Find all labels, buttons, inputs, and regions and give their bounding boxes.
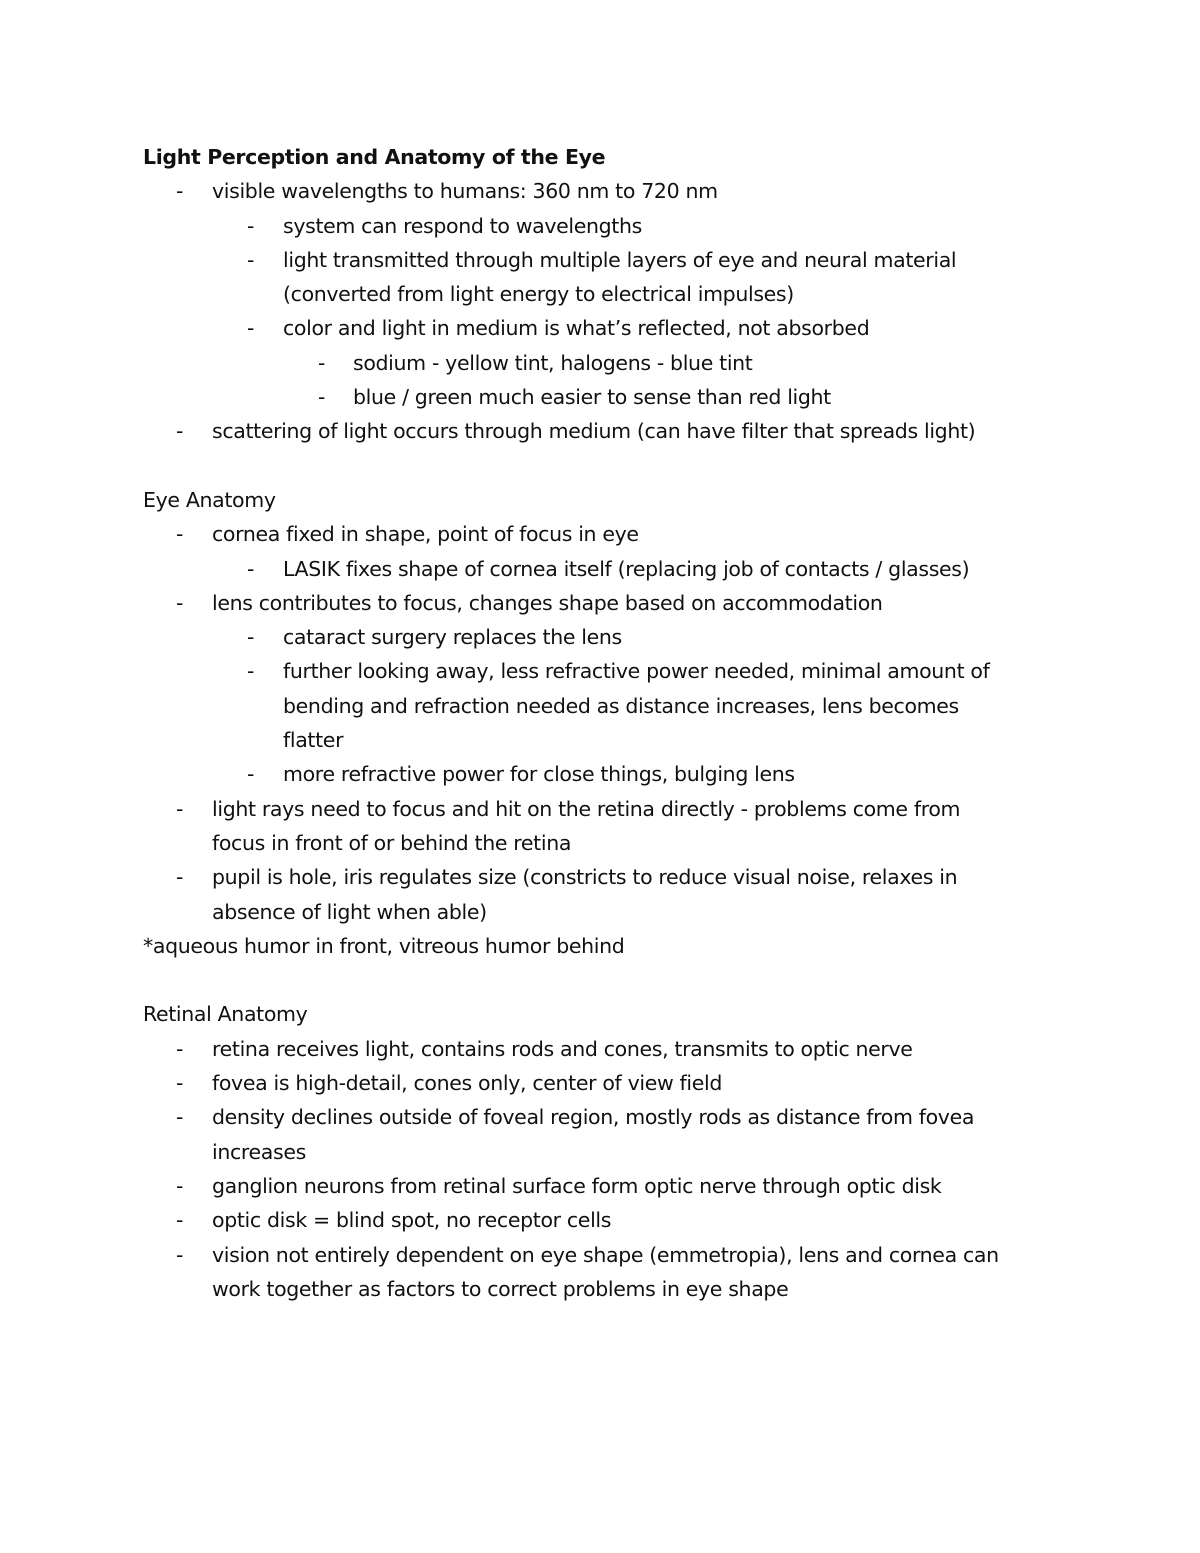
list-item-text: light rays need to focus and hit on the retina directly - problems come from <box>212 796 961 821</box>
list-item <box>143 792 1073 826</box>
list-item-continuation <box>143 277 1073 311</box>
section-heading-eye-anatomy: Eye Anatomy <box>143 487 276 512</box>
spacer <box>143 449 1073 483</box>
list-item-text: more refractive power for close things, bulging lens <box>283 762 795 787</box>
list-item <box>143 311 1073 345</box>
list-item-text: blue / green much easier to sense than red light <box>353 385 831 410</box>
list-item <box>143 1032 1073 1066</box>
list-item <box>143 209 1073 243</box>
note-text: *aqueous humor in front, vitreous humor behind <box>143 933 625 958</box>
list-item-continuation <box>143 826 1073 860</box>
bullet-dash: - <box>176 419 184 444</box>
list-item <box>143 174 1073 208</box>
list-item-continuation <box>143 895 1073 929</box>
list-item-text: pupil is hole, iris regulates size (constricts to reduce visual noise, relaxes in <box>212 865 958 890</box>
section-heading-retinal-anatomy: Retinal Anatomy <box>143 1002 308 1027</box>
list-item <box>143 552 1073 586</box>
list-item <box>143 654 1073 688</box>
bullet-dash: - <box>176 796 184 821</box>
list-item <box>143 1238 1073 1272</box>
list-item-text: work together as factors to correct problems in eye shape <box>212 1276 789 1301</box>
list-item <box>143 586 1073 620</box>
list-item-text: optic disk = blind spot, no receptor cells <box>212 1208 612 1233</box>
list-item-text: system can respond to wavelengths <box>283 213 642 238</box>
list-item-text: ganglion neurons from retinal surface form optic nerve through optic disk <box>212 1173 942 1198</box>
bullet-dash: - <box>318 385 326 410</box>
list-item <box>143 346 1073 380</box>
bullet-dash: - <box>247 625 255 650</box>
bullet-dash: - <box>247 213 255 238</box>
bullet-dash: - <box>247 247 255 272</box>
bullet-dash: - <box>247 316 255 341</box>
list-item <box>143 380 1073 414</box>
list-item <box>143 757 1073 791</box>
list-item <box>143 243 1073 277</box>
bullet-dash: - <box>176 1036 184 1061</box>
list-item-continuation <box>143 1135 1073 1169</box>
list-item <box>143 860 1073 894</box>
list-item-text: cornea fixed in shape, point of focus in eye <box>212 522 639 547</box>
list-item-text: fovea is high-detail, cones only, center of view field <box>212 1071 723 1096</box>
bullet-dash: - <box>247 556 255 581</box>
list-item <box>143 1169 1073 1203</box>
list-item-text: bending and refraction needed as distance increases, lens becomes <box>283 693 959 718</box>
list-item <box>143 1066 1073 1100</box>
list-item-text: light transmitted through multiple layers of eye and neural material <box>283 247 957 272</box>
bullet-dash: - <box>176 590 184 615</box>
bullet-dash: - <box>176 179 184 204</box>
list-item <box>143 517 1073 551</box>
list-item-text: LASIK fixes shape of cornea itself (replacing job of contacts / glasses) <box>283 556 970 581</box>
list-item-continuation <box>143 1272 1073 1306</box>
list-item-text: absence of light when able) <box>212 899 487 924</box>
bullet-dash: - <box>176 1173 184 1198</box>
list-item-text: increases <box>212 1139 306 1164</box>
bullet-dash: - <box>176 1105 184 1130</box>
list-item-text: retina receives light, contains rods and cones, transmits to optic nerve <box>212 1036 913 1061</box>
bullet-dash: - <box>318 350 326 375</box>
list-item-text: visible wavelengths to humans: 360 nm to 720 nm <box>212 179 718 204</box>
list-item <box>143 1203 1073 1237</box>
list-item <box>143 414 1073 448</box>
list-item-text: vision not entirely dependent on eye shape (emmetropia), lens and cornea can <box>212 1242 999 1267</box>
bullet-dash: - <box>176 1208 184 1233</box>
list-item-text: focus in front of or behind the retina <box>212 830 572 855</box>
bullet-dash: - <box>247 762 255 787</box>
bullet-dash: - <box>247 659 255 684</box>
list-item-text: density declines outside of foveal region, mostly rods as distance from fovea <box>212 1105 975 1130</box>
bullet-dash: - <box>176 1071 184 1096</box>
list-item-text: scattering of light occurs through medium (can have filter that spreads light) <box>212 419 976 444</box>
list-item-continuation <box>143 723 1073 757</box>
list-item <box>143 1100 1073 1134</box>
bullet-dash: - <box>176 522 184 547</box>
list-item-text: flatter <box>283 728 344 753</box>
list-item-text: further looking away, less refractive power needed, minimal amount of <box>283 659 990 684</box>
list-item-text: sodium - yellow tint, halogens - blue tint <box>353 350 753 375</box>
list-item-text: color and light in medium is what’s reflected, not absorbed <box>283 316 870 341</box>
spacer <box>143 963 1073 997</box>
bullet-dash: - <box>176 1242 184 1267</box>
document-body <box>143 140 1073 1306</box>
list-item-text: lens contributes to focus, changes shape based on accommodation <box>212 590 883 615</box>
bullet-dash: - <box>176 865 184 890</box>
document-title: Light Perception and Anatomy of the Eye <box>143 145 606 169</box>
list-item-continuation <box>143 689 1073 723</box>
list-item <box>143 620 1073 654</box>
list-item-text: cataract surgery replaces the lens <box>283 625 622 650</box>
list-item-text: (converted from light energy to electrical impulses) <box>283 282 794 307</box>
